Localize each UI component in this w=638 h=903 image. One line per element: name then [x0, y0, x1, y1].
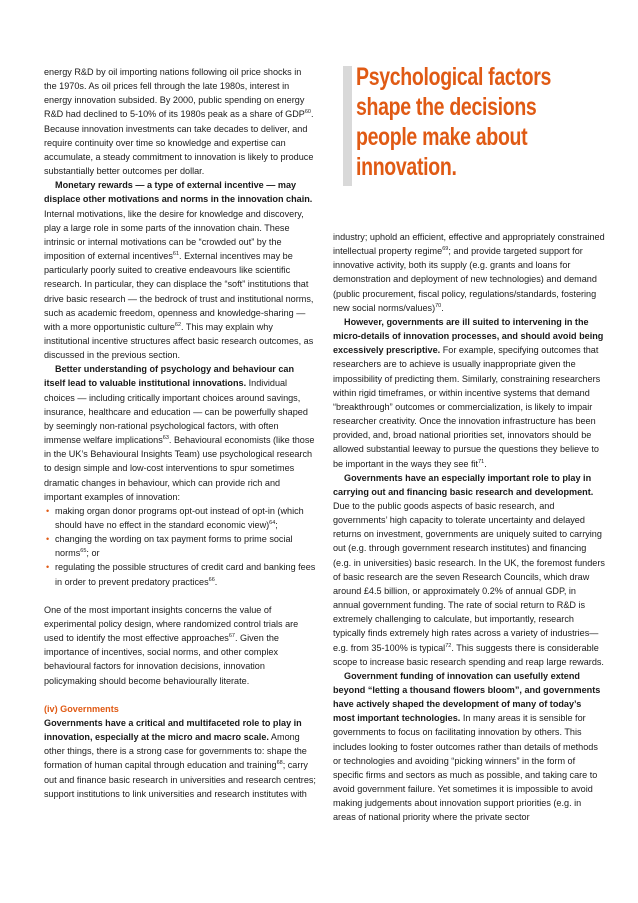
text: ; or: [86, 548, 100, 559]
text: industry; uphold an efficient, effective and appropriately constrained intellectual property regime: [333, 232, 605, 257]
footnote-ref: 69: [442, 246, 449, 253]
text: ; and provide targeted support for innovative activity, both its supply (e.g. grants and loans for demonstration and deployment of new technologies) and demand (public procurement, fiscal policy, regulations/standards, fostering new social norms/values): [333, 246, 597, 313]
pull-quote-line: people make about: [356, 123, 528, 151]
pull-quote-text: [356, 62, 551, 182]
text: . Behavioural economists (like those in the UK’s Behavioural Insights Team) use psychological research to design simple and low-cost interventions to spur sometimes dramatic changes in behaviour, which can provide rich and important examples of innovation:: [44, 435, 315, 502]
lead-in: Government funding of innovation can usefully extend beyond “letting a thousand flowers bloom”, and governments have actively shaped the development of many of today’s most important technologies.: [333, 670, 601, 724]
list-item: [44, 504, 316, 532]
footnote-ref: 70: [435, 302, 442, 309]
section-heading: (iv) Governments: [44, 703, 119, 714]
list-item: [44, 532, 316, 560]
text: Due to the public goods aspects of basic research, and governments’ high capacity to tolerate uncertainty and delayed returns on investment, governments are uniquely suited to carrying out (e.g. through government research institutes) and financing (e.g. in universities) basic research. In the UK, the foremost funders of basic research are the seven Research Councils, which draw around £4.5 billion, or approximately 0.2% of annual GDP, in annual government funding. The rate of social return to R&D is extremely challenging to calculate, but importantly, research typically finds extremely high rates across a variety of industries—e.g. from 35-100% is typical: [333, 500, 605, 653]
text: One of the most important insights concerns the value of experimental policy design, where randomized control trials are used to identify the most effective approaches: [44, 604, 299, 644]
bullet-icon: •: [46, 562, 50, 573]
text: Among other things, there is a strong case for governments to: shape the formation of human capital through education and training: [44, 732, 307, 771]
paragraph: [333, 230, 605, 315]
bullet-icon: •: [46, 534, 50, 545]
text: . This may explain why institutional incentive structures affect basic research outcomes, as discussed in the previous section.: [44, 321, 314, 361]
footnote-ref: 66: [208, 576, 215, 583]
footnote-ref: 71: [478, 458, 485, 465]
spacer: [44, 589, 316, 603]
spacer: [44, 688, 316, 702]
paragraph: [333, 315, 605, 471]
text: In many areas it is sensible for governments to focus on facilitating innovation by others. This includes looking to foster outcomes rather than details of methods or technologies and avoiding “picking winners” in the form of specific firms and sectors as much as possible, and taking care to avoid government failure. Yet sometimes it is impossible to avoid making judgements about innovation support priorities (e.g. in areas of national priority where the private sector: [333, 713, 598, 823]
paragraph: [44, 178, 316, 362]
footnote-ref: 61: [172, 251, 180, 257]
text: For example, specifying outcomes that researchers are to achieve is usually inappropriate given the impossibility of predicting them. Similarly, constraining researchers within rigid timeframes, or within incentive systems that demand “breakthrough” outcomes or commercialization, is likely to impair researcher creativity. Once the innovation infrastructure has been provided, and, broad national priorities set, innovators should be allowed substantial leeway to pursue the questions they believe to be important in the ways they see fit: [333, 345, 601, 469]
bullet-icon: •: [46, 505, 50, 516]
text: ; carry out and finance basic research in universities and research centres; support institutions to link universities and research institutes with: [44, 760, 316, 799]
bullet-list: [44, 504, 316, 589]
footnote-ref: 65: [80, 548, 87, 555]
text: Internal motivations, like the desire for knowledge and discovery, play a large role in some parts of the innovation chain. These intrinsic or internal motivations can be “crowded out” by the imposition of external incentives: [44, 208, 304, 262]
text: energy R&D by oil importing nations following oil price shocks in the 1970s. As oil prices fell through the late 1980s, interest in energy innovation subsided. By 2000, public spending on energy R&D had declined to 5-10% of its 1980s peak as a share of GDP: [44, 67, 305, 120]
footnote-ref: 72: [445, 642, 452, 649]
lead-in: Governments have a critical and multifaceted role to play in innovation, especially at the micro and macro scale.: [44, 717, 302, 743]
text: ;: [275, 520, 278, 530]
lead-in: Governments have an especially important role to play in carrying out and financing basic research and development.: [333, 472, 594, 497]
lead-in: Better understanding of psychology and behaviour can itself lead to valuable institutional innovations.: [44, 364, 294, 389]
text: . Because innovation investments can take decades to deliver, and require continuity over time so knowledge and expertise can accumulate, a steady commitment to innovation is likely to produce substantially better outcomes per dollar.: [44, 109, 314, 177]
paragraph: [44, 716, 316, 801]
footnote-ref: 60: [304, 109, 311, 116]
text: regulating the possible structures of credit card and banking fees in order to prevent predatory practices: [55, 562, 316, 587]
pull-quote-line: innovation.: [356, 153, 457, 181]
list-item: [44, 560, 316, 588]
left-column: [44, 65, 316, 801]
lead-in: Monetary rewards — a type of external incentive — may displace other motivations and norms in the innovation chain.: [44, 180, 313, 205]
text: . Given the importance of incentives, social norms, and other complex behavioural factors for innovation decisions, innovation policymaking should become behaviourally literate.: [44, 633, 279, 686]
text: .: [441, 302, 444, 313]
text: Individual choices — including critically important choices around savings, insurance, healthcare and education — can be powerfully shaped by seemingly non-rational psychological factors, with often immense welfare implications: [44, 378, 308, 446]
pull-quote-line: Psychological factors: [356, 63, 552, 91]
pull-quote-bar: [343, 66, 352, 186]
pull-quote-line: shape the decisions: [356, 93, 537, 121]
footnote-ref: 62: [174, 321, 182, 328]
text: .: [214, 576, 218, 587]
paragraph: [44, 362, 316, 504]
text: making organ donor programs opt-out instead of opt-in (which should have no effect in the standard economic view): [55, 505, 304, 530]
text: changing the wording on tax payment forms to prime social norms: [55, 534, 293, 559]
right-column: [333, 230, 605, 825]
text: . External incentives may be particularly poorly suited to creative endeavours like scientific research. In particular, they can displace the “soft” institutions that drive basic research — the bedrock of trust and institutional norms, such as academic freedom, openness and knowledge-sharing — with a more opportunistic culture: [44, 251, 314, 332]
footnote-ref: 68: [276, 760, 283, 767]
footnote-ref: 67: [228, 633, 235, 640]
paragraph: [44, 603, 316, 688]
paragraph: [333, 669, 605, 825]
footnote-ref: 63: [162, 435, 169, 442]
paragraph: [333, 471, 605, 669]
footnote-ref: 64: [269, 519, 276, 526]
text: . This suggests there is considerable scope to increase basic research spending and reap large rewards.: [333, 642, 604, 667]
lead-in: However, governments are ill suited to intervening in the micro-details of innovation processes, and should avoid being excessively prescriptive.: [333, 316, 604, 356]
paragraph: [44, 65, 316, 178]
text: .: [484, 458, 487, 469]
